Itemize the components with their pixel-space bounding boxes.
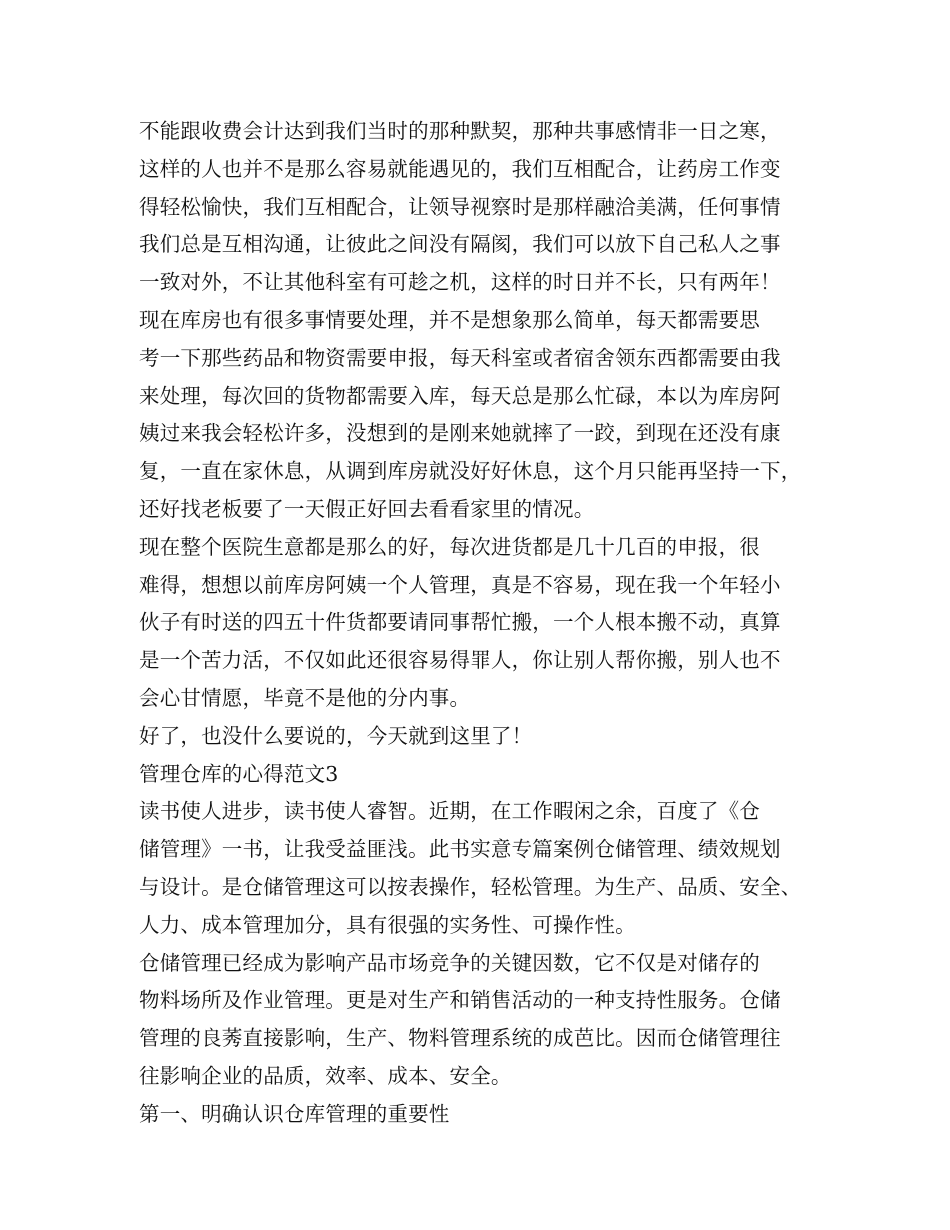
- text-line: 复，一直在家休息，从调到库房就没好好休息，这个月只能再坚持一下，: [139, 459, 802, 484]
- text-line: 仓储管理已经成为影响产品市场竞争的关键因数，它不仅是对储存的: [139, 950, 760, 975]
- text-line: 现在库房也有很多事情要处理，并不是想象那么简单，每天都需要思: [139, 307, 760, 332]
- text-line: 储管理》一书，让我受益匪浅。此书实意专篇案例仓储管理、绩效规划: [139, 837, 781, 862]
- text-line: 人力、成本管理加分，具有很强的实务性、可操作性。: [139, 912, 636, 937]
- section-heading: 管理仓库的心得范文3: [139, 761, 339, 786]
- section-heading: 第一、明确认识仓库管理的重要性: [139, 1101, 450, 1126]
- text-line: 往影响企业的品质，效率、成本、安全。: [139, 1063, 512, 1088]
- text-line: 会心甘情愿，毕竟不是他的分内事。: [139, 685, 471, 710]
- text-line: 与设计。是仓储管理这可以按表操作，轻松管理。为生产、品质、安全、: [139, 874, 802, 899]
- text-line: 读书使人进步，读书使人睿智。近期，在工作暇闲之余，百度了《仓: [139, 799, 760, 824]
- text-line: 我们总是互相沟通，让彼此之间没有隔阂，我们可以放下自己私人之事: [139, 232, 781, 257]
- text-line: 得轻松愉快，我们互相配合，让领导视察时是那样融洽美满，任何事情: [139, 194, 781, 219]
- text-line: 姨过来我会轻松许多，没想到的是刚来她就摔了一跤，到现在还没有康: [139, 421, 781, 446]
- text-line: 是一个苦力活，不仅如此还很容易得罪人，你让别人帮你搬，别人也不: [139, 648, 781, 673]
- text-line: 不能跟收费会计达到我们当时的那种默契，那种共事感情非一日之寒，: [139, 119, 781, 143]
- text-line: 一致对外，不让其他科室有可趁之机，这样的时日并不长，只有两年！: [139, 270, 781, 295]
- document-body: [139, 113, 829, 1134]
- text-line: 物料场所及作业管理。更是对生产和销售活动的一种支持性服务。仓储: [139, 988, 781, 1013]
- text-line: 伙子有时送的四五十件货都要请同事帮忙搬，一个人根本搬不动，真算: [139, 610, 781, 635]
- text-line: 还好找老板要了一天假正好回去看看家里的情况。: [139, 496, 595, 521]
- text-line: 好了，也没什么要说的，今天就到这里了！: [139, 723, 533, 748]
- text-line: 现在整个医院生意都是那么的好，每次进货都是几十几百的申报，很: [139, 534, 760, 559]
- text-line: 考一下那些药品和物资需要申报，每天科室或者宿舍领东西都需要由我: [139, 345, 781, 370]
- text-line: 来处理，每次回的货物都需要入库，每天总是那么忙碌，本以为库房阿: [139, 383, 781, 408]
- text-line: 管理的良莠直接影响，生产、物料管理系统的成芭比。因而仓储管理往: [139, 1026, 781, 1051]
- text-line: 难得，想想以前库房阿姨一个人管理，真是不容易，现在我一个年轻小: [139, 572, 781, 597]
- text-line: 这样的人也并不是那么容易就能遇见的，我们互相配合，让药房工作变: [139, 156, 781, 181]
